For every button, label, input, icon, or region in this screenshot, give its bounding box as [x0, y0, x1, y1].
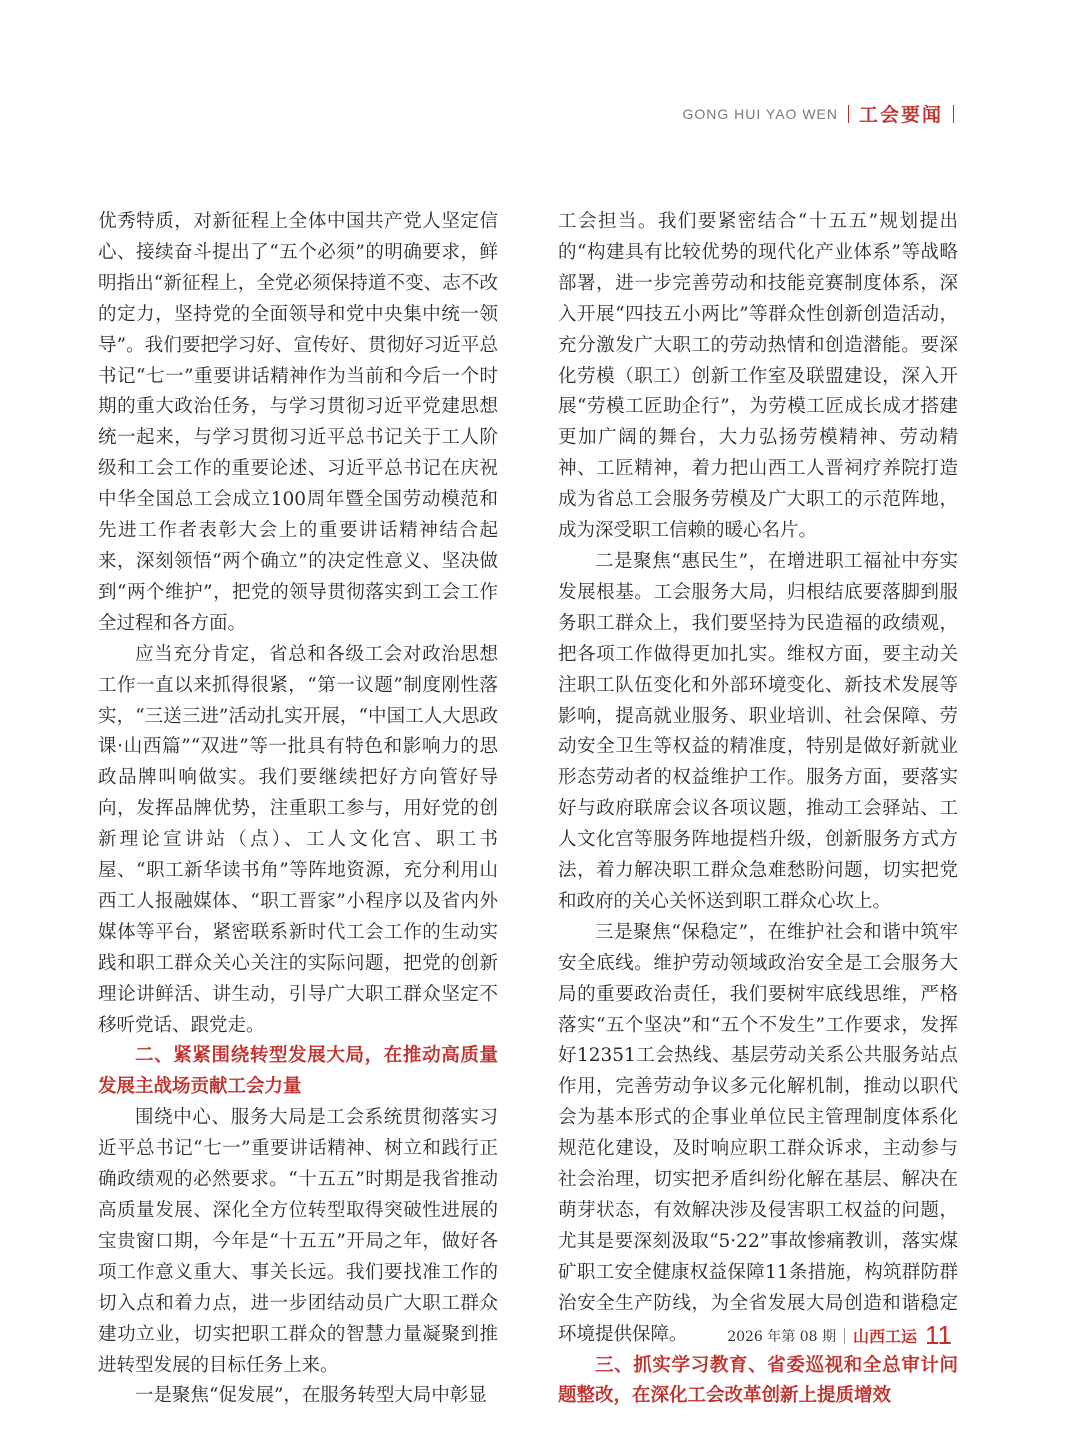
left-column: [98, 207, 498, 1412]
paragraph: 优秀特质，对新征程上全体中国共产党人坚定信心、接续奋斗提出了“五个必须”的明确要求，鲜明指出“新征程上，全党必须保持道不变、志不改的定力，坚持党的全面领导和党中央集中统一领导”。我们要把学习好、宣传好、贯彻好习近平总书记“七一”重要讲话精神作为当前和今后一个时期的重大政治任务，与学习贯彻习近平党建思想统一起来，与学习贯彻习近平总书记关于工人阶级和工会工作的重要论述、习近平总书记在庆祝中华全国总工会成立100周年暨全国劳动模范和先进工作者表彰大会上的重要讲话精神结合起来，深刻领悟“两个确立”的决定性意义、坚决做到“两个维护”，把党的领导贯彻落实到工会工作全过程和各方面。: [98, 211, 498, 634]
section-heading: 三、抓实学习教育、省委巡视和全总审计问题整改，在深化工会改革创新上提质增效: [558, 1354, 958, 1407]
header-pinyin: GONG HUI YAO WEN: [682, 105, 838, 122]
paragraph: 二是聚焦“惠民生”，在增进职工福祉中夯实发展根基。工会服务大局，归根结底要落脚到服务职工群众上，我们要坚持为民造福的政绩观，把各项工作做得更加扎实。维权方面，要主动关注职工队伍变化和外部环境变化、新技术发展等影响，提高就业服务、职业培训、社会保障、劳动安全卫生等权益的精准度，特别是做好新就业形态劳动者的权益维护工作。服务方面，要落实好与政府联席会议各项议题，推动工会驿站、工人文化宫等服务阵地提档升级，创新服务方式方法，着力解决职工群众急难愁盼问题，切实把党和政府的关心关怀送到职工群众心坎上。: [558, 550, 958, 912]
section-heading: 二、紧紧围绕转型发展大局，在推动高质量发展主战场贡献工会力量: [98, 1045, 498, 1098]
header-section-title: 工会要闻: [858, 105, 943, 126]
running-header: [682, 100, 954, 127]
paragraph: 应当充分肯定，省总和各级工会对政治思想工作一直以来抓得很紧，“第一议题”制度刚性落实，“三送三进”活动扎实开展，“中国工人大思政课·山西篇”“双进”等一批具有特色和影响力的思政品牌叫响做实。我们要继续把好方向管好导向，发挥品牌优势，注重职工参与，用好党的创新理论宣讲站（点）、工人文化宫、职工书屋、“职工新华读书角”等阵地资源，充分利用山西工人报融媒体、“职工晋家”小程序以及省内外媒体等平台，紧密联系新时代工会工作的生动实践和职工群众关心关注的实际问题，把党的创新理论讲鲜活、讲生动，引导广大职工群众坚定不移听党话、跟党走。: [98, 643, 498, 1036]
paragraph: 一是聚焦“促发展”，在服务转型大局中彰显: [135, 1385, 487, 1407]
header-divider: [848, 105, 849, 123]
page-footer: [727, 1320, 952, 1351]
paragraph: 三是聚焦“保稳定”，在维护社会和谐中筑牢安全底线。维护劳动领域政治安全是工会服务大局的重要政治责任，我们要树牢底线思维，严格落实“五个坚决”和“五个不发生”工作要求，发挥好12351工会热线、基层劳动关系公共服务站点作用，完善劳动争议多元化解机制，推动以职代会为基本形式的企事业单位民主管理制度体系化规范化建设，及时响应职工群众诉求，主动参与社会治理，切实把矛盾纠纷化解在基层、解决在萌芽状态，有效解决涉及侵害职工权益的问题，尤其是要深刻汲取“5·22”事故惨痛教训，落实煤矿职工安全健康权益保障11条措施，构筑群防群治安全生产防线，为全省发展大局创造和谐稳定环境提供保障。: [558, 921, 958, 1345]
paragraph: 工会担当。我们要紧密结合“十五五”规划提出的“构建具有比较优势的现代化产业体系”等战略部署，进一步完善劳动和技能竞赛制度体系，深入开展“四技五小两比”等群众性创新创造活动，充分激发广大职工的劳动热情和创造潜能。要深化劳模（职工）创新工作室及联盟建设，深入开展“劳模工匠助企行”，为劳模工匠成长成才搭建更加广阔的舞台，大力弘扬劳模精神、劳动精神、工匠精神，着力把山西工人晋祠疗养院打造成为省总工会服务劳模及广大职工的示范阵地，成为深受职工信赖的暖心名片。: [558, 211, 958, 542]
right-column: [558, 207, 958, 1412]
page-number: 11: [925, 1320, 952, 1350]
footer-divider: [844, 1328, 845, 1344]
header-divider-right: [953, 105, 954, 123]
paragraph: 围绕中心、服务大局是工会系统贯彻落实习近平总书记“七一”重要讲话精神、树立和践行正确政绩观的必然要求。“十五五”时期是我省推动高质量发展、深化全方位转型取得突破性进展的宝贵窗口期，今年是“十五五”开局之年，做好各项工作意义重大、事关长远。我们要找准工作的切入点和着力点，进一步团结动员广大职工群众建功立业，切实把职工群众的智慧力量凝聚到推进转型发展的目标任务上来。: [98, 1107, 498, 1376]
issue-number: 2026 年第 08 期: [727, 1328, 836, 1345]
magazine-name: 山西工运: [852, 1327, 917, 1346]
